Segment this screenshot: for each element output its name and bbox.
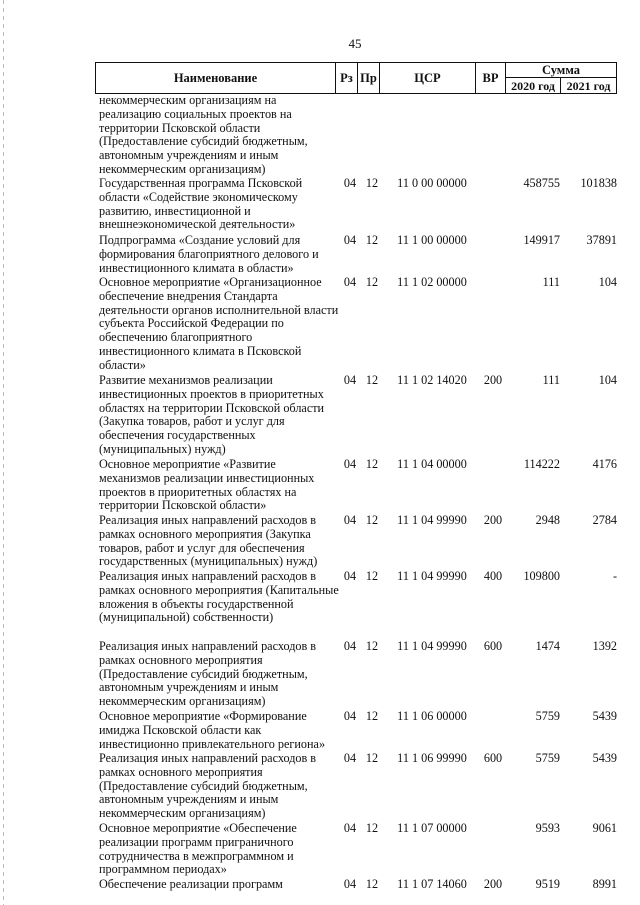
table-row — [0, 458, 640, 514]
row-amount-2021: 5439 — [592, 709, 617, 723]
row-pr: 12 — [365, 513, 379, 527]
header-sum — [506, 63, 616, 93]
row-name: Государственная программа Псковской области «Содействие экономическому развитию, инвестиционной и внешнеэкономической деятельности» — [99, 176, 303, 232]
row-pr: 12 — [365, 751, 379, 765]
row-name: Основное мероприятие «Обеспечение реализации программ приграничного сотрудничества в межпрограммном и программном периодах» — [99, 821, 297, 877]
row-name: Реализация иных направлений расходов в рамках основного мероприятия (Закупка товаров, работ и услуг для обеспечения государственных (муниципальных) нужд) — [99, 513, 318, 569]
row-name: Реализация иных направлений расходов в рамках основного мероприятия (Капитальные вложения в объекты государственной (муниципальной) собственности) — [99, 569, 339, 625]
row-rz: 04 — [343, 513, 357, 527]
row-rz: 04 — [343, 373, 357, 387]
header-name: Наименование — [96, 63, 336, 93]
row-name: Реализация иных направлений расходов в рамках основного мероприятия (Предоставление субсидий бюджетным, автономным учреждениям и иным некоммерческим организациям) — [99, 751, 317, 821]
page-number: 45 — [348, 36, 362, 51]
row-amount-2021: 1392 — [592, 639, 617, 653]
row-name: Обеспечение реализации программ — [99, 877, 283, 891]
row-amount-2021: 9061 — [592, 821, 617, 835]
row-pr: 12 — [365, 877, 379, 891]
table-row — [0, 878, 640, 894]
row-name: Подпрограмма «Создание условий для формирования благоприятного делового и инвестиционного климата в области» — [99, 233, 319, 275]
row-csr: 11 1 06 99990 — [397, 751, 467, 765]
row-pr: 12 — [365, 275, 379, 289]
row-amount-2021: 2784 — [592, 513, 617, 527]
row-name: Реализация иных направлений расходов в рамках основного мероприятия (Предоставление субсидий бюджетным, автономным учреждениям и иным некоммерческим организациям) — [99, 639, 317, 709]
table-row — [0, 234, 640, 276]
row-pr: 12 — [365, 233, 379, 247]
row-vr: 200 — [483, 373, 503, 387]
row-amount-2020: 114222 — [523, 457, 560, 471]
table-body — [0, 94, 640, 894]
header-sum-title: Сумма — [506, 63, 616, 78]
row-csr: 11 1 07 14060 — [397, 877, 467, 891]
row-amount-2021: 4176 — [592, 457, 617, 471]
row-vr: 200 — [483, 877, 503, 891]
row-rz: 04 — [343, 639, 357, 653]
row-rz: 04 — [343, 233, 357, 247]
table-row — [0, 177, 640, 234]
row-csr: 11 1 07 00000 — [397, 821, 467, 835]
row-amount-2020: 9593 — [535, 821, 560, 835]
row-amount-2020: 111 — [542, 373, 560, 387]
table-row — [0, 752, 640, 822]
row-name: некоммерческим организациям на реализацию социальных проектов на территории Псковской области (Предоставление субсидий бюджетным, автономным учреждениям и иным некоммерческим организациям) — [99, 93, 308, 176]
row-pr: 12 — [365, 373, 379, 387]
row-vr: 200 — [483, 513, 503, 527]
row-csr: 11 1 04 00000 — [397, 457, 467, 471]
row-amount-2020: 111 — [542, 275, 560, 289]
header-year-2021: 2021 год — [566, 79, 611, 93]
table-row — [0, 514, 640, 570]
row-pr: 12 — [365, 457, 379, 471]
table-row — [0, 276, 640, 374]
row-amount-2021: 37891 — [586, 233, 617, 247]
row-pr: 12 — [365, 821, 379, 835]
row-name: Основное мероприятие «Организационное обеспечение внедрения Стандарта деятельности органов исполнительной власти субъекта Российской Федерации по обеспечению благоприятного инвестиционного климата в Псковской области» — [99, 275, 339, 372]
row-csr: 11 1 04 99990 — [397, 569, 467, 583]
row-rz: 04 — [343, 751, 357, 765]
table-row — [0, 94, 640, 177]
table-row — [0, 710, 640, 752]
row-amount-2021: 104 — [598, 275, 617, 289]
row-amount-2021: 5439 — [592, 751, 617, 765]
row-rz: 04 — [343, 821, 357, 835]
row-csr: 11 1 04 99990 — [397, 639, 467, 653]
row-rz: 04 — [343, 877, 357, 891]
table-row — [0, 640, 640, 710]
table-row — [0, 570, 640, 640]
row-vr: 400 — [483, 569, 503, 583]
row-csr: 11 1 02 00000 — [397, 275, 467, 289]
row-amount-2020: 9519 — [535, 877, 560, 891]
row-rz: 04 — [343, 569, 357, 583]
row-name: Основное мероприятие «Формирование имиджа Псковской области как инвестиционно привлекательного региона» — [99, 709, 326, 751]
row-amount-2020: 2948 — [535, 513, 560, 527]
row-csr: 11 1 06 00000 — [397, 709, 467, 723]
table-header — [95, 62, 617, 94]
row-name: Основное мероприятие «Развитие механизмов реализации инвестиционных проектов в приоритетных областях на территории Псковской области» — [99, 457, 315, 513]
header-csr: ЦСР — [380, 63, 476, 93]
row-amount-2020: 109800 — [523, 569, 560, 583]
row-amount-2021: 101838 — [580, 176, 617, 190]
header-vr: ВР — [476, 63, 506, 93]
row-amount-2020: 5759 — [535, 709, 560, 723]
row-pr: 12 — [365, 569, 379, 583]
table-row — [0, 822, 640, 878]
row-rz: 04 — [343, 275, 357, 289]
row-rz: 04 — [343, 176, 357, 190]
row-vr: 600 — [483, 751, 503, 765]
row-csr: 11 1 00 00000 — [397, 233, 467, 247]
row-amount-2020: 458755 — [523, 176, 560, 190]
row-name: Развитие механизмов реализации инвестиционных проектов в приоритетных областях на территории Псковской области (Закупка товаров, работ и услуг для обеспечения государственных (муниципальных) нужд) — [99, 373, 325, 456]
row-amount-2020: 149917 — [523, 233, 560, 247]
row-amount-2021: - — [612, 569, 617, 583]
row-pr: 12 — [365, 639, 379, 653]
table-row — [0, 374, 640, 458]
row-pr: 12 — [365, 176, 379, 190]
row-amount-2021: 8991 — [592, 877, 617, 891]
row-pr: 12 — [365, 709, 379, 723]
row-csr: 11 0 00 00000 — [397, 176, 467, 190]
header-year-2020: 2020 год — [506, 78, 561, 94]
row-rz: 04 — [343, 709, 357, 723]
row-csr: 11 1 04 99990 — [397, 513, 467, 527]
header-pr: Пр — [358, 63, 380, 93]
row-rz: 04 — [343, 457, 357, 471]
header-rz: Рз — [336, 63, 358, 93]
row-vr: 600 — [483, 639, 503, 653]
row-amount-2020: 1474 — [535, 639, 560, 653]
row-csr: 11 1 02 14020 — [397, 373, 467, 387]
row-amount-2021: 104 — [598, 373, 617, 387]
row-amount-2020: 5759 — [535, 751, 560, 765]
